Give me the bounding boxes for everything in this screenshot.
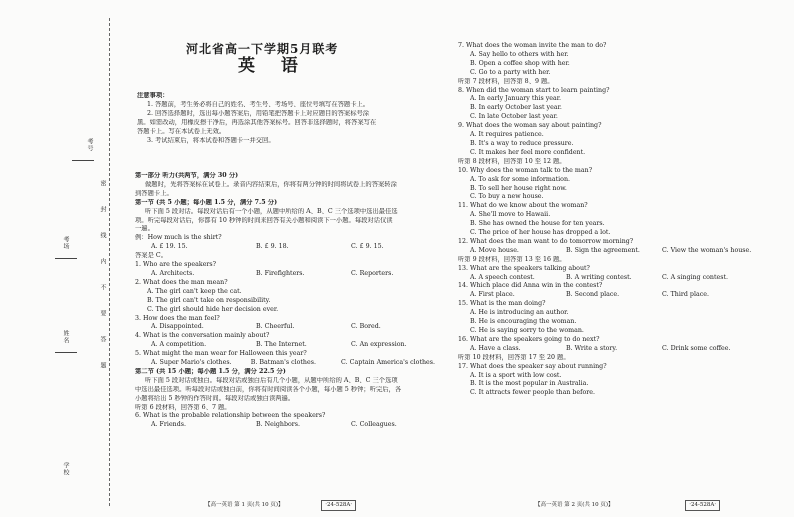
option: A. £ 19. 15. (151, 243, 188, 251)
option: A. He is introducing an author. (470, 309, 569, 317)
footer-page: 【高一英语 第 2 页(共 10 页)】 (535, 502, 614, 508)
example-answer: 答案是 C。 (135, 252, 168, 260)
option: B. Write a story. (566, 344, 618, 352)
part-title: 第一部分 听力(共两节，满分 30 分) (135, 172, 239, 179)
question-text: 1. Who are the speakers? (135, 261, 217, 269)
question-text: 6. What is the probable relationship between the speakers? (135, 412, 326, 420)
margin-underline (55, 352, 77, 353)
option: B. Firefighters. (256, 269, 305, 277)
question-text: 4. What is the conversation mainly about? (135, 332, 270, 340)
section-intro-line: 听下面 5 段对话。每段对话后有一个小题，从题中所给的 A、B、C 三个选项中选出最佳选 (145, 207, 398, 215)
part-intro-line: 做题时，先将答案标在试卷上。录音内容结束后，你将有两分钟的时间将试卷上的答案转涂 (145, 180, 397, 188)
right-column (458, 42, 788, 398)
notice-line: 黑。如需改动，用橡皮擦干净后，再选涂其他答案标号。回答非选择题时，将答案写在 (137, 118, 377, 126)
option: A. Architects. (151, 269, 195, 277)
option: B. In early October last year. (470, 104, 562, 112)
question-text: 9. What does the woman say about painting? (458, 122, 602, 130)
question-text: 17. What does the speaker say about running? (458, 362, 607, 370)
option: B. Batman's clothes. (250, 359, 316, 367)
margin-underline (55, 258, 77, 259)
footer-page: 【高一英语 第 1 页(共 10 页)】 (205, 502, 284, 508)
option: B. It's a way to reduce pressure. (470, 139, 574, 147)
seal-char: 密 (99, 180, 106, 187)
option: C. The girl should hide her decision ever. (147, 305, 279, 313)
option: A. A speech contest. (470, 273, 535, 281)
part-intro-line: 到答题卡上。 (135, 189, 173, 197)
option: A. Disappointed. (151, 323, 204, 331)
material-note: 听第 7 段材料，回答第 8、9 题。 (458, 77, 554, 85)
option: B. She has owned the house for ten years. (470, 220, 605, 228)
option: A. First place. (470, 291, 515, 299)
question-text: 2. What does the man mean? (135, 278, 228, 286)
notice-line: 1. 答题前，考生务必将自己的姓名、考生号、考场号、座位号填写在答题卡上。 (147, 100, 370, 108)
option: A. A competition. (151, 341, 207, 349)
option: B. Open a coffee shop with her. (470, 59, 570, 67)
option: C. To buy a new house. (470, 193, 544, 201)
option: C. £ 9. 15. (351, 243, 384, 251)
seal-char: 题 (99, 362, 106, 369)
option: B. The girl can't take on responsibility. (147, 296, 271, 304)
option: B. Cheerful. (256, 323, 295, 331)
section-intro-line: 中选出最佳选项。听每段对话或独白前，你将有时间阅读各个小题，每小题 5 秒钟；听完后，各 (135, 385, 402, 393)
option: A. She'll move to Hawaii. (470, 211, 551, 219)
notice-block (137, 92, 427, 145)
material-note: 听第 9 段材料，回答第 13 至 16 题。 (458, 255, 566, 263)
question-text: 5. What might the man wear for Halloween this year? (135, 350, 307, 358)
seal-char: 答 (99, 336, 106, 343)
notice-line: 答题卡上。写在本试卷上无效。 (137, 127, 226, 135)
left-column (135, 172, 435, 430)
option: C. Captain America's clothes. (341, 359, 435, 367)
question-options (135, 421, 435, 430)
question-text: 11. What do we know about the woman? (458, 202, 588, 210)
exam-title: 河北省高一下学期5月联考 (186, 42, 339, 56)
notice-line: 2. 回答选择题时，选出每小题答案后，用铅笔把答题卡上对应题目的答案标号涂 (147, 109, 370, 117)
option: B. To sell her house right now. (470, 184, 567, 192)
question-text: 14. Which place did Anna win in the contest? (458, 282, 603, 290)
question-text: 8. When did the woman start to learn painting? (458, 86, 610, 94)
question-text: 16. What are the speakers going to do next? (458, 335, 600, 343)
option: A. Move house. (470, 246, 519, 254)
section-intro-line: 一遍。 (135, 225, 154, 233)
margin-label-name: 姓名 (62, 330, 69, 344)
seal-char: 内 (99, 258, 106, 265)
seal-char: 不 (99, 284, 106, 291)
option: A. It is a sport with low cost. (470, 371, 562, 379)
notice-heading: 注意事项： (137, 92, 169, 99)
option: C. It makes her feel more confident. (470, 148, 586, 156)
option: A. Friends. (151, 421, 186, 429)
option: C. An expression. (351, 341, 407, 349)
option: C. It attracts fewer people than before. (470, 389, 596, 397)
question-text: 15. What is the man doing? (458, 300, 546, 308)
material-note: 听第 10 段材料，回答第 17 至 20 题。 (458, 353, 570, 361)
question-text: 3. How does the man feel? (135, 314, 220, 322)
section-intro-line: 听下面 5 段对话或独白。每段对话或独白后有几个小题，从题中所给的 A、B、C 三个选项 (145, 376, 398, 384)
material-note: 听第 8 段材料，回答第 10 至 12 题。 (458, 157, 566, 165)
section-title: 第二节 (共 15 小题；每小题 1.5 分，满分 22.5 分) (135, 367, 286, 375)
question-options (135, 341, 435, 350)
seal-char: 要 (99, 310, 106, 317)
question-options (458, 291, 788, 300)
option: A. It requires patience. (470, 131, 544, 139)
question-text: 13. What are the speakers talking about? (458, 264, 590, 272)
footer-left (205, 500, 356, 511)
margin-label-kaochang: 考场 (62, 236, 69, 250)
option: A. In early January this year. (470, 95, 562, 103)
margin-label-kaohao: 考号 (86, 138, 93, 152)
option: A. The girl can't keep the cat. (147, 287, 242, 295)
example-options (135, 243, 435, 252)
option: C. Third place. (662, 291, 709, 299)
option: C. The price of her house has dropped a lot. (470, 229, 611, 237)
seal-char: 封 (99, 206, 106, 213)
footer-code: ·24-528A· (321, 500, 356, 511)
option: B. £ 9. 18. (256, 243, 289, 251)
option: C. Reporters. (351, 269, 394, 277)
question-list (135, 261, 435, 368)
footer-code: ·24-528A· (685, 500, 720, 511)
section-intro-line: 小题将给出 5 秒钟的作答时间。每段对话或独白读两遍。 (135, 394, 295, 402)
seal-line (109, 18, 110, 506)
question-options (135, 359, 435, 368)
option: A. To ask for some information. (470, 175, 571, 183)
option: B. It is the most popular in Australia. (470, 380, 589, 388)
option: A. Super Mario's clothes. (151, 359, 232, 367)
question-options (135, 270, 435, 279)
material-note: 听第 6 段材料，回答第 6、7 题。 (135, 403, 231, 411)
question-options (458, 247, 788, 256)
option: B. Second place. (566, 291, 620, 299)
question-options (458, 345, 788, 354)
question-text: 10. Why does the woman talk to the man? (458, 166, 593, 174)
option: C. Drink some coffee. (662, 344, 731, 352)
question-options (458, 274, 788, 283)
notice-line: 3. 考试结束后，将本试卷和答题卡一并交回。 (147, 136, 275, 144)
question-text: 12. What does the man want to do tomorrow morning? (458, 237, 634, 245)
binding-margin (0, 0, 118, 517)
option: C. Colleagues. (351, 421, 397, 429)
option: A. Say hello to others with her. (470, 50, 569, 58)
margin-label-school: 学校 (62, 462, 69, 476)
option: C. Go to a party with her. (470, 68, 551, 76)
option: B. A writing contest. (566, 273, 632, 281)
question-text: 7. What does the woman invite the man to do? (458, 42, 607, 49)
margin-underline (72, 160, 94, 161)
option: C. Bored. (351, 323, 381, 331)
option: C. A singing contest. (662, 273, 728, 281)
exam-subject: 英 语 (238, 56, 308, 76)
option: B. He is encouraging the woman. (470, 318, 577, 326)
option: A. Have a class. (470, 344, 521, 352)
option: B. Neighbors. (256, 421, 301, 429)
option: C. View the woman's house. (662, 246, 752, 254)
option: C. In late October last year. (470, 113, 558, 121)
section-intro-line: 项。听完每段对话后，你都有 10 秒钟的时间来回答有关小题和阅读下一小题。每段对话仅读 (135, 216, 393, 224)
option: C. He is saying sorry to the woman. (470, 327, 584, 334)
question-options (135, 323, 435, 332)
section-title: 第一节 (共 5 小题；每小题 1.5 分，满分 7.5 分) (135, 198, 278, 206)
footer-right (535, 500, 720, 511)
option: B. Sign the agreement. (566, 246, 640, 254)
seal-char: 线 (99, 232, 106, 239)
option: B. The Internet. (256, 341, 307, 349)
example-question: 例：How much is the shirt? (135, 234, 222, 242)
